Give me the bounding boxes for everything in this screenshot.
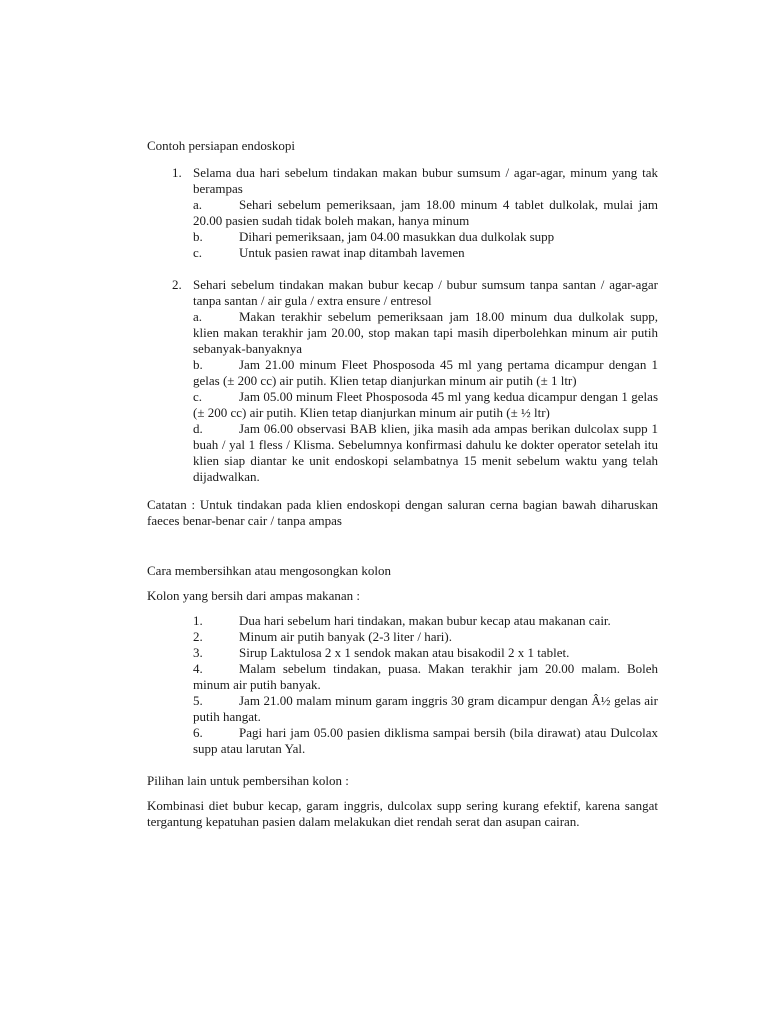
colon-cleaning-list [193,613,658,757]
list-item-text: Minum air putih banyak (2-3 liter / hari). [239,629,453,644]
list-number: 6. [193,725,203,740]
list-item-text: Jam 21.00 malam minum garam inggris 30 gram dicampur dengan Â½ gelas air putih hangat. [193,693,658,724]
combination-paragraph: Kombinasi diet bubur kecap, garam inggris, dulcolax supp sering kurang efektif, karena sangat tergantung kepatuhan pasien dalam melakukan diet rendah serat dan asupan cairan. [147,798,658,829]
sub-marker: b. [193,357,203,372]
document-page [147,138,658,830]
section-heading: Cara membersihkan atau mengosongkan kolon [147,563,392,578]
list-item-text: Sirup Laktulosa 2 x 1 sendok makan atau bisakodil 2 x 1 tablet. [239,645,570,660]
sub-item-text: Jam 06.00 observasi BAB klien, jika masih ada ampas berikan dulcolax supp 1 buah / yal 1 fless / Klisma. Sebelumnya konfirmasi dahulu ke dokter operator setelah itu klien siap diantar ke unit endoskopi selambatnya 15 menit sebelum waktu yang telah dijadwalkan. [193,421,658,484]
list-item [193,629,658,645]
sub-marker: b. [193,229,203,244]
sub-item [193,229,658,245]
list-item-text: Sehari sebelum tindakan makan bubur kecap / bubur sumsum tanpa santan / agar-agar tanpa santan / air gula / extra ensure / entresol [193,277,658,308]
section-title: Contoh persiapan endoskopi [147,138,296,153]
sub-item [193,357,658,389]
sub-item [193,245,658,261]
list-number: 4. [193,661,203,676]
intro-paragraph: Kolon yang bersih dari ampas makanan : [147,588,360,603]
sub-item [193,389,658,421]
sub-marker: c. [193,389,203,404]
sub-item-text: Untuk pasien rawat inap ditambah lavemen [239,245,465,260]
sub-marker: a. [193,197,203,212]
list-item [193,645,658,661]
list-item [193,725,658,757]
list-item [172,277,658,309]
list-number: 2. [172,277,182,292]
sub-item-text: Jam 05.00 minum Fleet Phosposoda 45 ml yang kedua dicampur dengan 1 gelas (± 200 cc) air putih. Klien tetap dianjurkan minum air putih (± ½ ltr) [193,389,658,420]
sub-list [193,309,658,485]
sub-marker: a. [193,309,203,324]
list-item-text: Dua hari sebelum hari tindakan, makan bubur kecap atau makanan cair. [239,613,611,628]
sub-item-text: Makan terakhir sebelum pemeriksaan jam 18.00 minum dua dulkolak supp, klien makan terakhir jam 20.00, stop makan tapi masih diperbolehkan minum air putih sebanyak-banyaknya [193,309,658,356]
sub-item-text: Sehari sebelum pemeriksaan, jam 18.00 minum 4 tablet dulkolak, mulai jam 20.00 pasien sudah tidak boleh makan, hanya minum [193,197,658,228]
sub-item-text: Jam 21.00 minum Fleet Phosposoda 45 ml yang pertama dicampur dengan 1 gelas (± 200 cc) air putih. Klien tetap dianjurkan minum air putih (± 1 ltr) [193,357,658,388]
list-item-text: Pagi hari jam 05.00 pasien diklisma sampai bersih (bila dirawat) atau Dulcolax supp atau larutan Yal. [193,725,658,756]
alternative-heading: Pilihan lain untuk pembersihan kolon : [147,773,349,788]
sub-item [193,309,658,357]
sub-item-text: Dihari pemeriksaan, jam 04.00 masukkan dua dulkolak supp [239,229,555,244]
list-item-text: Selama dua hari sebelum tindakan makan bubur sumsum / agar-agar, minum yang tak berampas [193,165,658,196]
sub-marker: c. [193,245,203,260]
list-number: 5. [193,693,203,708]
list-number: 1. [193,613,203,628]
list-number: 3. [193,645,203,660]
sub-item [193,197,658,229]
list-number: 2. [193,629,203,644]
sub-item [193,421,658,485]
sub-list [193,197,658,261]
list-item [172,165,658,197]
list-item [193,661,658,693]
list-item-text: Malam sebelum tindakan, puasa. Makan terakhir jam 20.00 malam. Boleh minum air putih banyak. [193,661,658,692]
list-number: 1. [172,165,182,180]
note-paragraph: Catatan : Untuk tindakan pada klien endoskopi dengan saluran cerna bagian bawah diharuskan faeces benar-benar cair / tanpa ampas [147,497,658,528]
sub-marker: d. [193,421,203,436]
list-item [193,613,658,629]
list-item [193,693,658,725]
preparation-list [147,165,658,197]
preparation-list [147,277,658,309]
